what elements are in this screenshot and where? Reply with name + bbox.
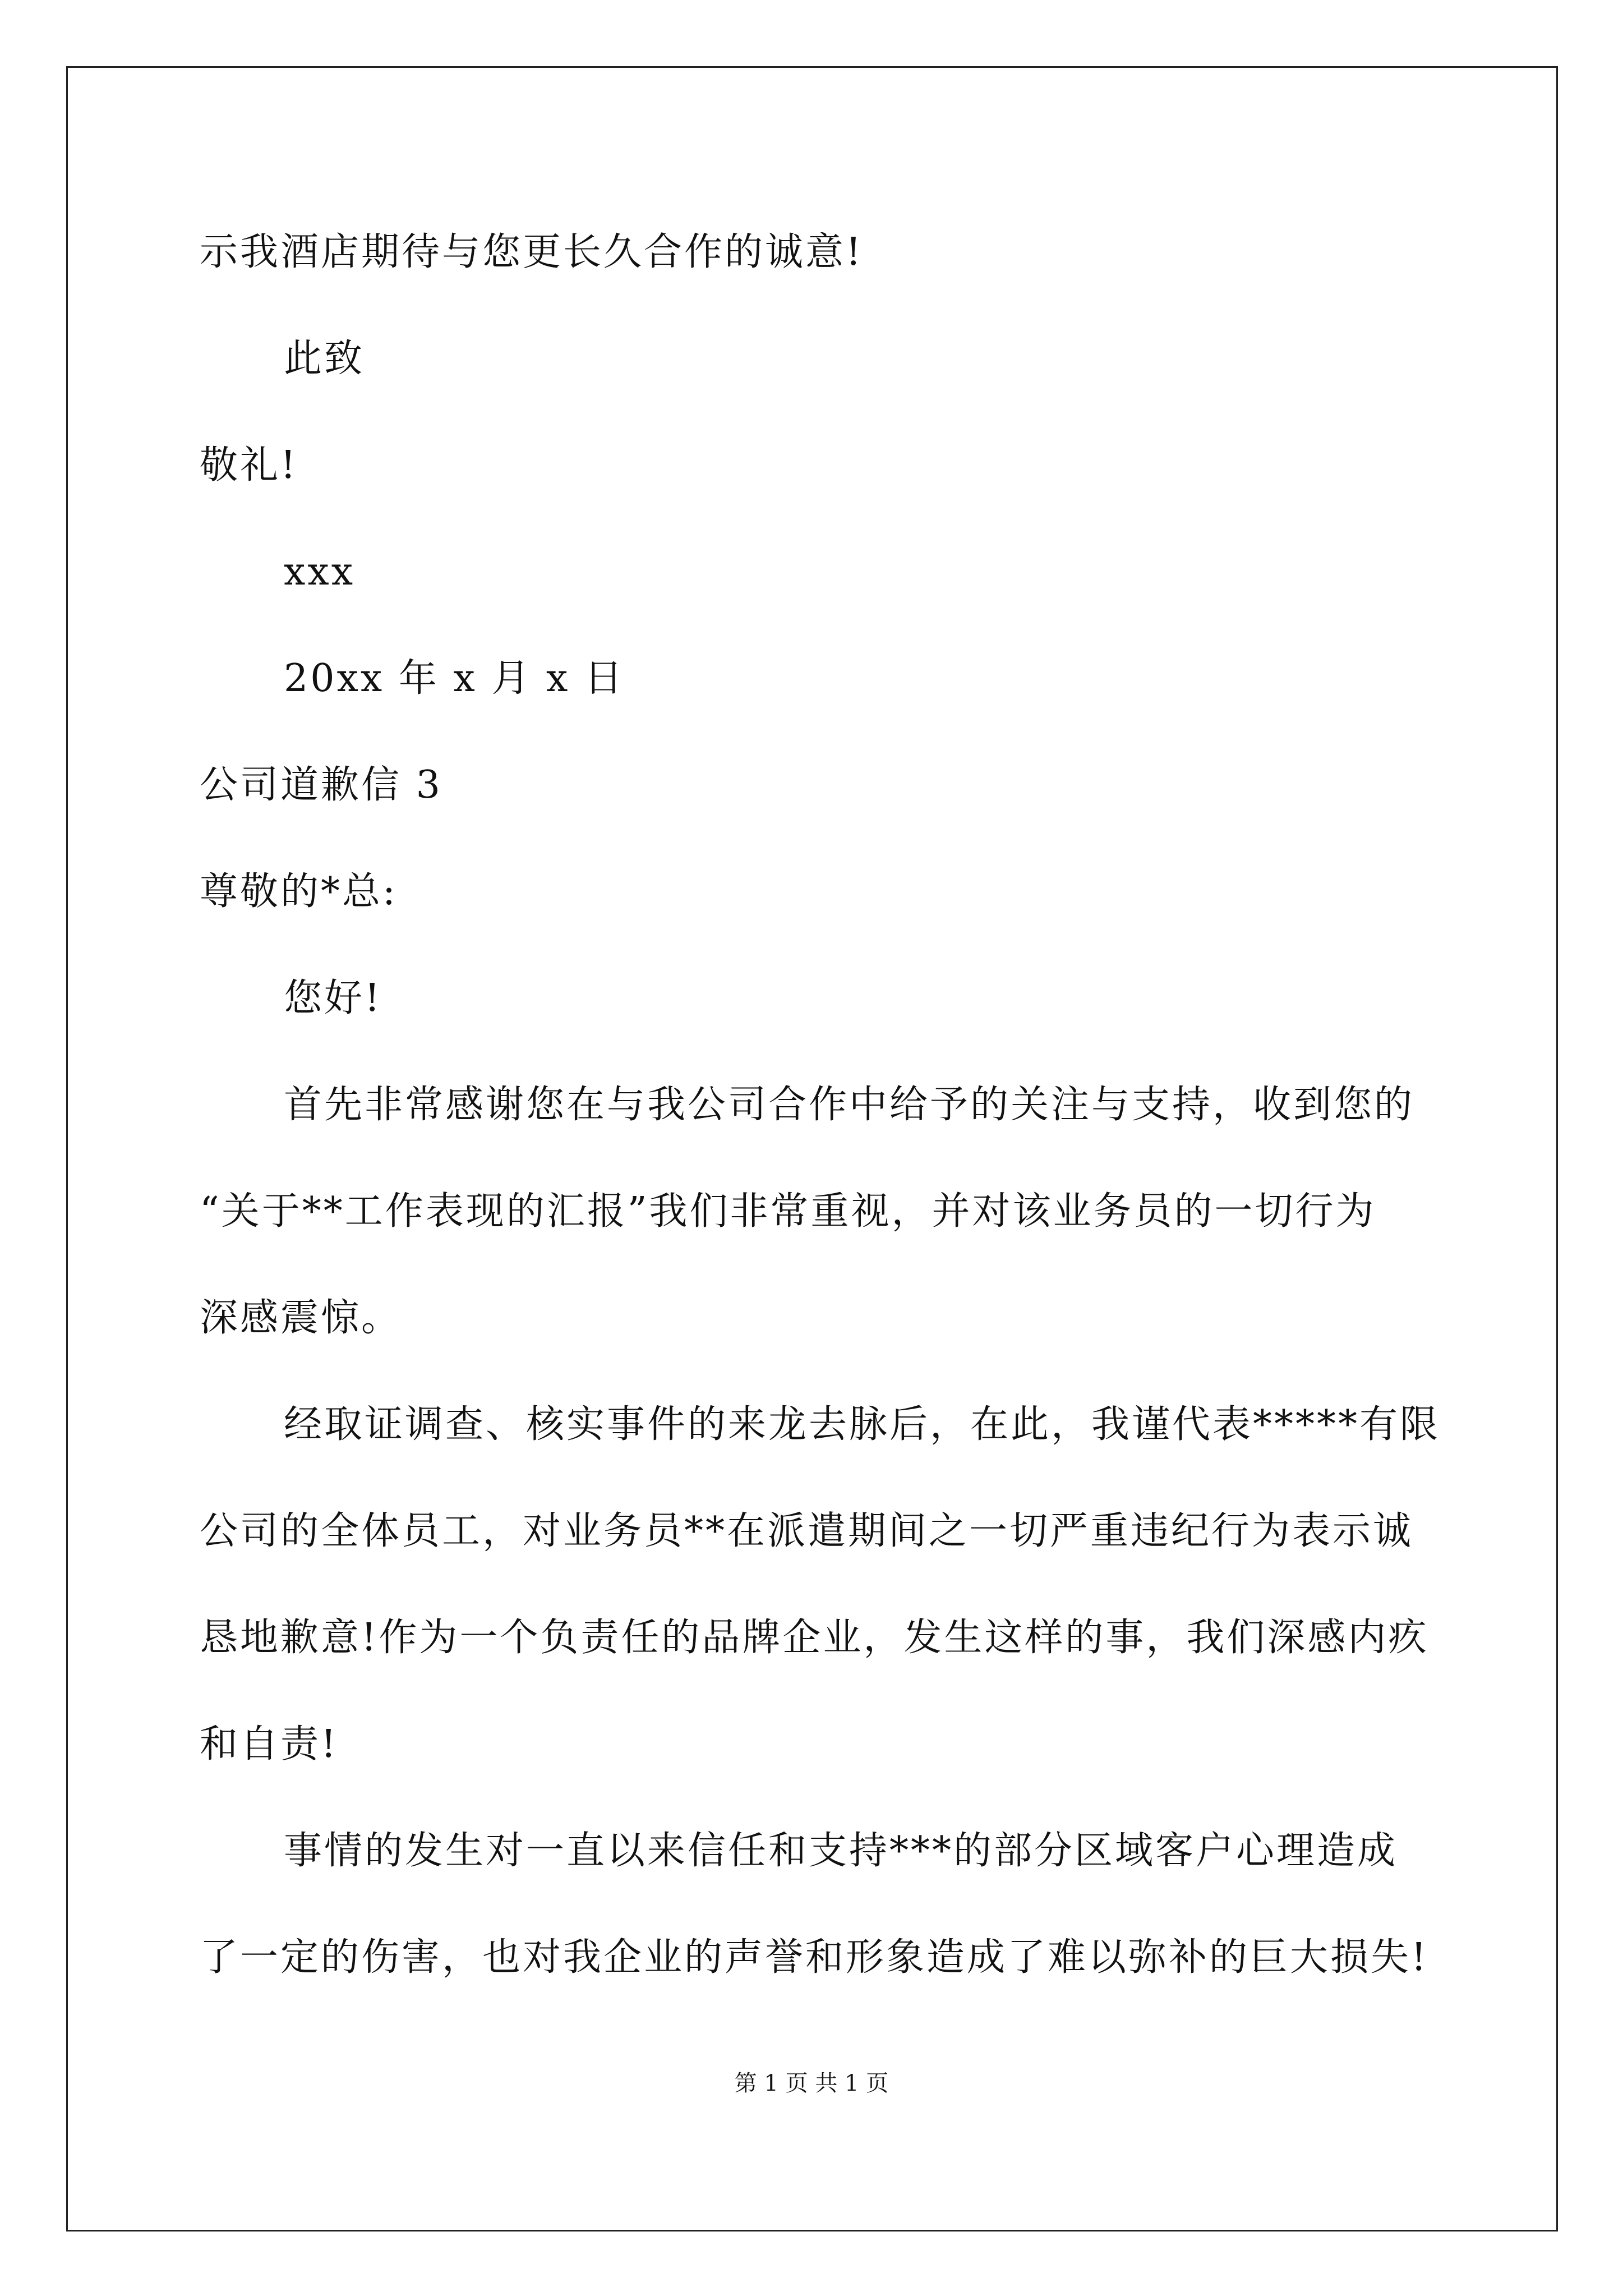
paragraph-line: 了一定的伤害，也对我企业的声誉和形象造成了难以弥补的巨大损失! — [200, 1935, 1429, 1980]
signature: xxx — [284, 550, 356, 594]
page-frame — [66, 66, 1558, 2231]
greeting-hello: 您好! — [284, 976, 382, 1020]
paragraph-line: 公司的全体员工，对业务员**在派遣期间之一切严重违纪行为表示诚 — [200, 1509, 1414, 1553]
greeting-recipient: 尊敬的*总: — [200, 869, 398, 914]
paragraph-line: 和自责! — [200, 1722, 339, 1766]
section-title: 公司道歉信 3 — [200, 763, 442, 807]
paragraph-line: 经取证调查、核实事件的来龙去脉后，在此，我谨代表*****有限 — [284, 1402, 1441, 1447]
page-number-footer: 第 1 页 共 1 页 — [734, 2070, 889, 2096]
paragraph-line: 首先非常感谢您在与我公司合作中给予的关注与支持，收到您的 — [284, 1083, 1415, 1127]
text-line: 示我酒店期待与您更长久合作的诚意! — [200, 230, 864, 274]
paragraph-line: 深感震惊。 — [200, 1296, 402, 1340]
paragraph-line: “关于**工作表现的汇报”我们非常重视，并对该业务员的一切行为 — [200, 1189, 1376, 1234]
paragraph-line: 恳地歉意!作为一个负责任的品牌企业，发生这样的事，我们深感内疚 — [200, 1616, 1429, 1660]
closing-regards: 敬礼! — [200, 443, 298, 487]
paragraph-line: 事情的发生对一直以来信任和支持***的部分区域客户心理造成 — [284, 1829, 1398, 1873]
closing-salutation: 此致 — [284, 337, 365, 381]
date-line: 20xx 年 x 月 x 日 — [284, 656, 625, 701]
